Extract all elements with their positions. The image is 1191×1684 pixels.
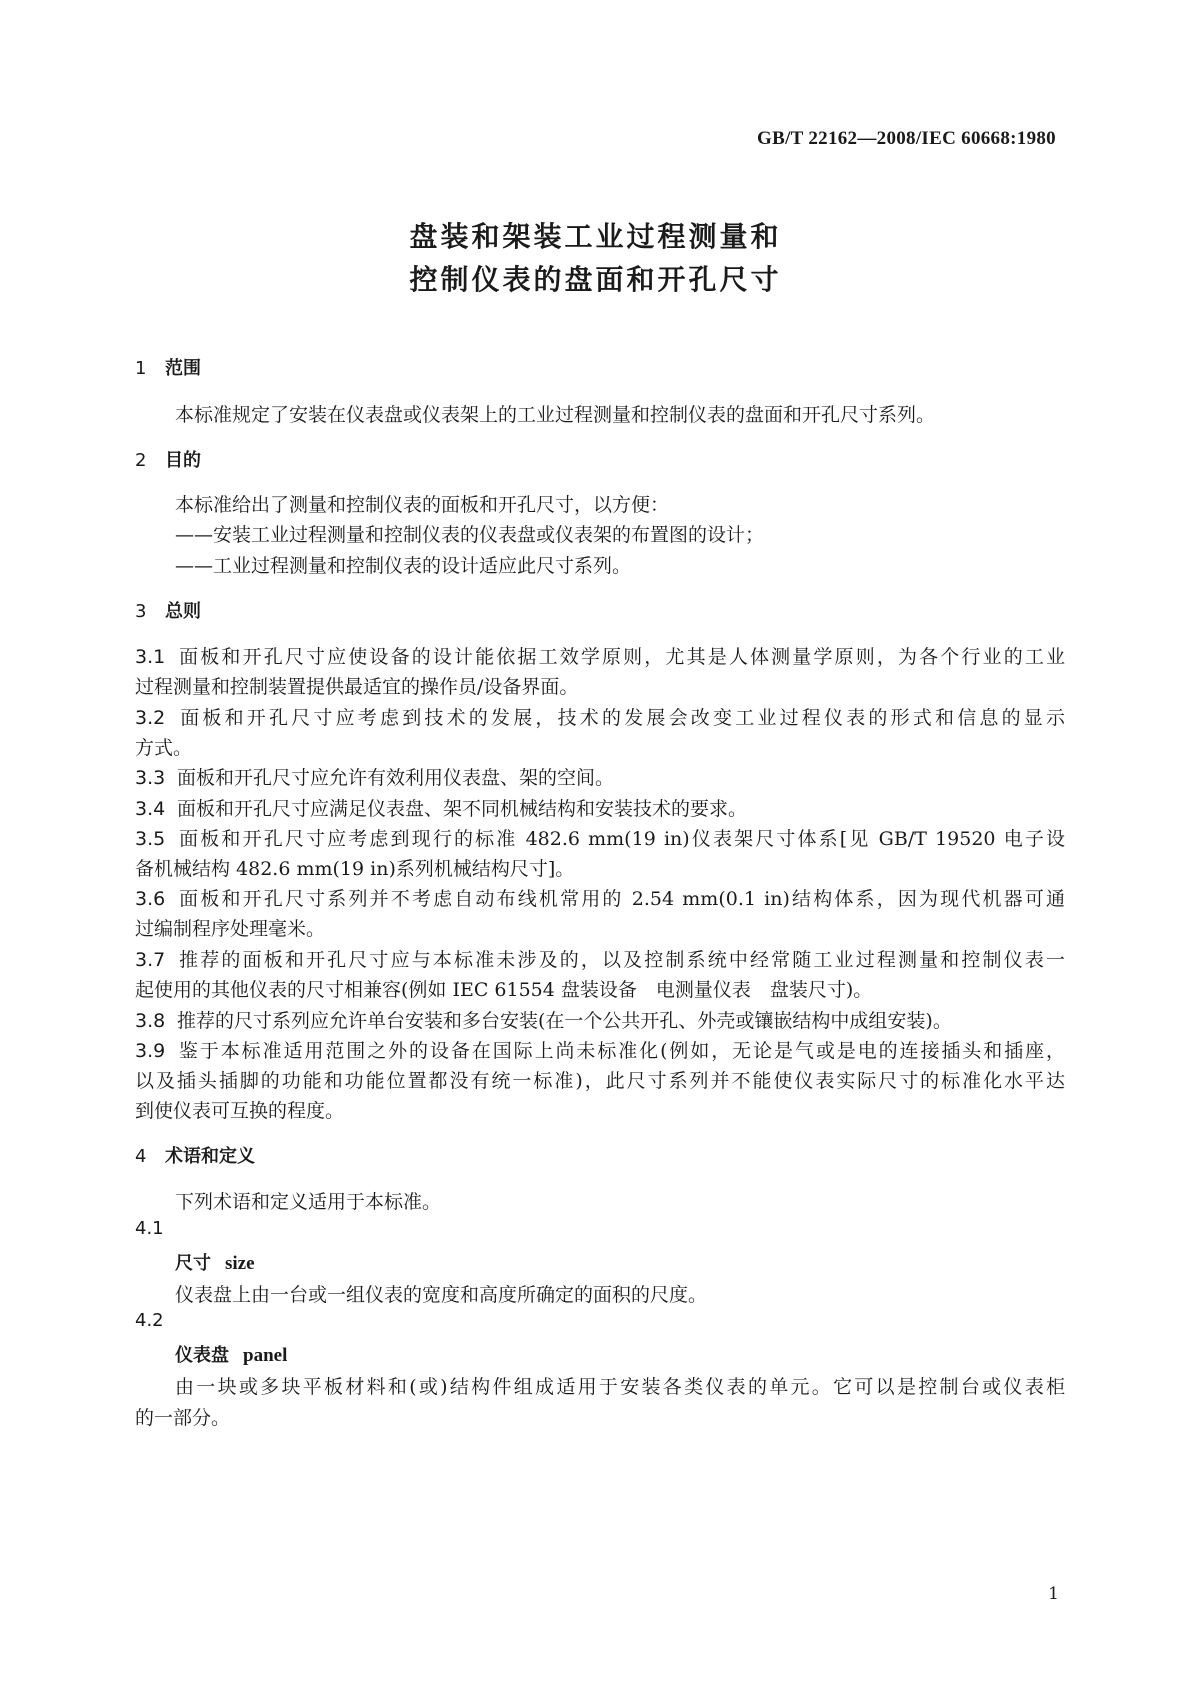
- section-title: 术语和定义: [165, 1146, 255, 1167]
- standard-code: GB/T 22162—2008/IEC 60668:1980: [757, 128, 1056, 149]
- document-title-line-2: 控制仪表的盘面和开孔尺寸: [409, 263, 782, 296]
- section-1-paragraph: 本标准规定了安装在仪表盘或仪表架上的工业过程测量和控制仪表的盘面和开孔尺寸系列。: [175, 404, 936, 426]
- section-2-paragraph: 本标准给出了测量和控制仪表的面板和开孔尺寸，以方便：: [175, 494, 670, 516]
- clause-number: 3.9: [135, 1040, 166, 1062]
- clause-3-5-line-2: 备机械结构 482.6 mm(19 in)系列机械结构尺寸]。: [135, 858, 575, 880]
- term-4-1: [175, 1249, 255, 1275]
- clause-3-6-line-2: 过编制程序处理毫米。: [135, 918, 326, 940]
- section-number: 3: [135, 601, 147, 622]
- clause-text: 面板和开孔尺寸应满足仪表盘、架不同机械结构和安装技术的要求。: [177, 798, 748, 820]
- section-2-heading: [135, 446, 201, 472]
- term-4-2-definition-line-2: 的一部分。: [135, 1407, 231, 1429]
- section-1-heading: [135, 354, 201, 380]
- section-2-list-item-1: ——安装工业过程测量和控制仪表的仪表盘或仪表架的布置图的设计；: [175, 524, 765, 546]
- term-4-1-number: 4.1: [135, 1218, 164, 1239]
- term-4-2-definition-line-1: 由一块或多块平板材料和(或)结构件组成适用于安装各类仪表的单元。它可以是控制台或仪表柜: [175, 1376, 1065, 1398]
- term-chinese: 尺寸: [175, 1253, 211, 1274]
- clause-3-5-line-1: [135, 824, 1065, 851]
- clause-3-9-line-2: 以及插头插脚的功能和功能位置都没有统一标准)，此尺寸系列并不能使仪表实际尺寸的标准化水平达: [135, 1070, 1065, 1092]
- clause-text: 面板和开孔尺寸应允许有效利用仪表盘、架的空间。: [177, 767, 615, 789]
- term-chinese: 仪表盘: [175, 1345, 229, 1366]
- clause-3-6-line-1: [135, 884, 1065, 911]
- clause-3-3: [135, 763, 1065, 790]
- clause-3-2-line-1: [135, 703, 1065, 730]
- section-4-paragraph: 下列术语和定义适用于本标准。: [175, 1191, 442, 1213]
- term-4-2: [175, 1341, 287, 1367]
- clause-number: 3.5: [135, 828, 166, 850]
- clause-3-1-line-2: 过程测量和控制装置提供最适宜的操作员/设备界面。: [135, 676, 579, 698]
- clause-number: 3.6: [135, 888, 166, 910]
- clause-text: 推荐的尺寸系列应允许单台安装和多台安装(在一个公共开孔、外壳或镶嵌结构中成组安装)。: [177, 1010, 952, 1032]
- section-number: 1: [135, 358, 147, 379]
- section-title: 目的: [165, 450, 201, 471]
- document-title-line-1: 盘装和架装工业过程测量和: [409, 220, 782, 253]
- clause-3-4: [135, 794, 1065, 821]
- clause-3-8: [135, 1006, 1065, 1033]
- clause-number: 3.2: [135, 707, 166, 729]
- clause-number: 3.4: [135, 798, 166, 820]
- clause-3-9-line-3: 到使仪表可互换的程度。: [135, 1100, 345, 1122]
- clause-3-7-line-1: [135, 945, 1065, 972]
- clause-number: 3.3: [135, 767, 166, 789]
- term-english: panel: [243, 1345, 288, 1366]
- term-4-1-definition: 仪表盘上由一台或一组仪表的宽度和高度所确定的面积的尺度。: [175, 1284, 708, 1306]
- clause-text: 推荐的面板和开孔尺寸应与本标准未涉及的，以及控制系统中经常随工业过程测量和控制仪表一: [177, 949, 1065, 971]
- clause-3-2-line-2: 方式。: [135, 737, 193, 759]
- section-2-list-item-2: ——工业过程测量和控制仪表的设计适应此尺寸系列。: [175, 555, 632, 577]
- section-4-heading: [135, 1142, 255, 1168]
- section-3-heading: [135, 597, 201, 623]
- section-number: 2: [135, 450, 147, 471]
- clause-text: 面板和开孔尺寸应考虑到技术的发展，技术的发展会改变工业过程仪表的形式和信息的显示: [177, 707, 1065, 729]
- clause-text: 鉴于本标准适用范围之外的设备在国际上尚未标准化(例如，无论是气或是电的连接插头和插座，: [177, 1040, 1065, 1062]
- section-title: 总则: [165, 601, 201, 622]
- term-4-2-number: 4.2: [135, 1310, 164, 1331]
- clause-text: 面板和开孔尺寸应考虑到现行的标准 482.6 mm(19 in)仪表架尺寸体系[见 GB/T 19520 电子设: [177, 828, 1065, 850]
- clause-3-9-line-1: [135, 1036, 1065, 1063]
- clause-number: 3.7: [135, 949, 166, 971]
- clause-number: 3.8: [135, 1010, 166, 1032]
- term-english: size: [225, 1253, 255, 1274]
- clause-number: 3.1: [135, 646, 166, 668]
- clause-3-1-line-1: [135, 642, 1065, 669]
- clause-text: 面板和开孔尺寸应使设备的设计能依据工效学原则，尤其是人体测量学原则，为各个行业的工业: [177, 646, 1065, 668]
- clause-3-7-line-2: 起使用的其他仪表的尺寸相兼容(例如 IEC 61554 盘装设备 电测量仪表 盘装尺寸)。: [135, 979, 873, 1001]
- section-number: 4: [135, 1146, 147, 1167]
- clause-text: 面板和开孔尺寸系列并不考虑自动布线机常用的 2.54 mm(0.1 in)结构体系，因为现代机器可通: [177, 888, 1065, 910]
- section-title: 范围: [165, 358, 201, 379]
- page-number: 1: [1048, 1584, 1059, 1604]
